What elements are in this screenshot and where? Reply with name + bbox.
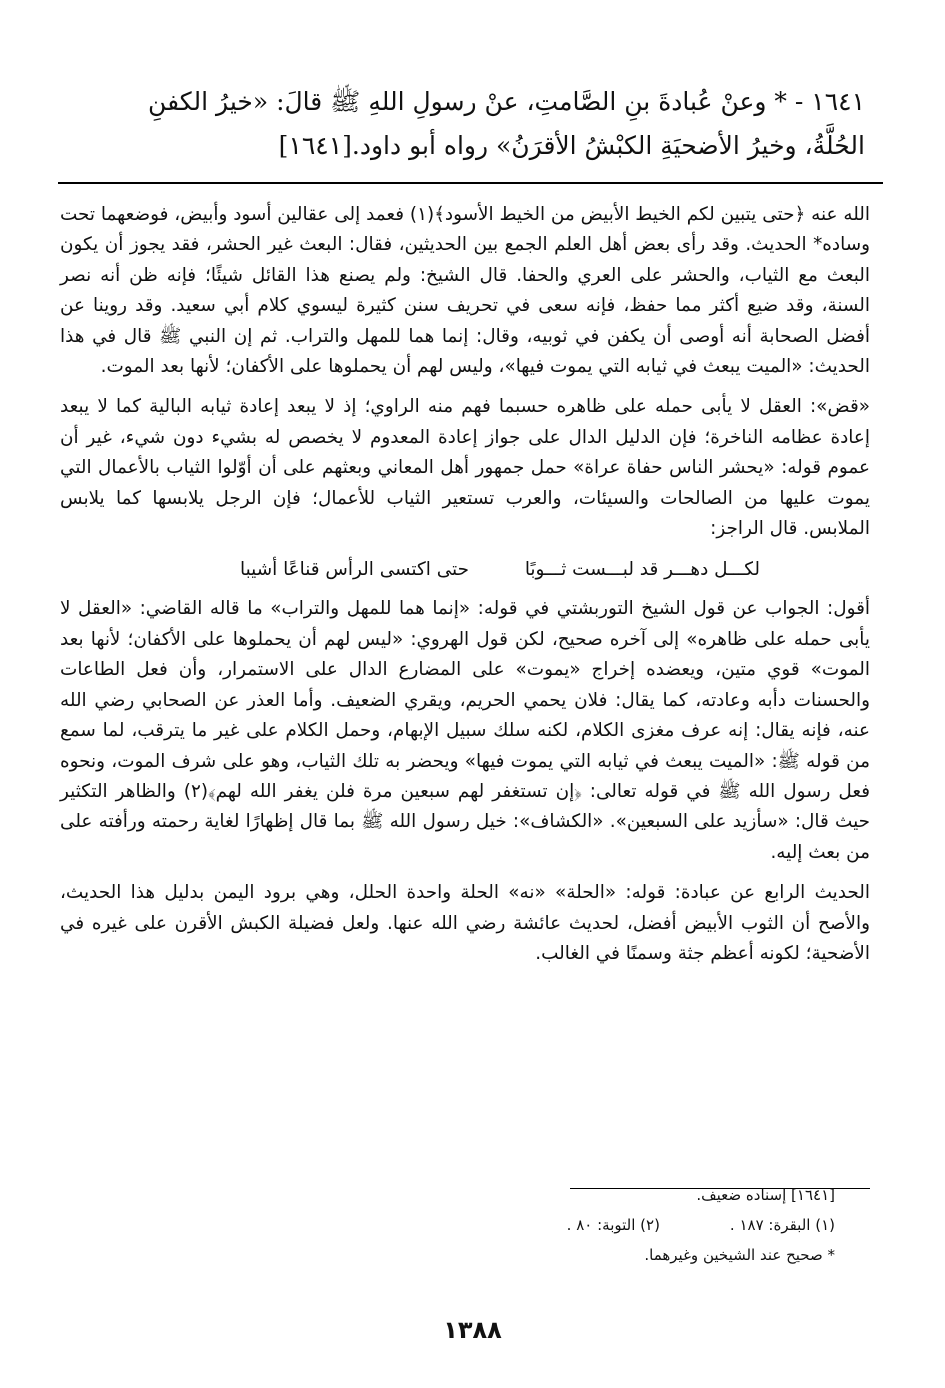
footnote-hadith-grade: [١٦٤١] إسناده ضعيف. bbox=[696, 1186, 835, 1204]
footnote-references bbox=[60, 1210, 835, 1240]
footnote-ref-1: (١) البقرة: ١٨٧ . bbox=[729, 1216, 835, 1234]
section-divider bbox=[58, 182, 883, 184]
page-number: ١٣٨٨ bbox=[443, 1316, 502, 1344]
verse-first-hemistich: لكـــل دهـــر قد لبـــست ثـــوبًا bbox=[524, 559, 760, 581]
commentary-paragraph-3: أقول: الجواب عن قول الشيخ التوربشتي في قوله: «إنما هما للمهل والتراب» ما قاله القاضي: «العقل لا يأبى حمله على ظاهره» إلى آخره صحيح، لكن قول الهروي: «ليس لهم أن يحملوها على الأكفان؛ لأنها بعد الموت» قوي متين، ويعضده إخراج «يموت» على المضارع الدال على الاستمرار، وأن فعل الطاعات والحسنات دأبه وعادته، كما يقال: فلان يحمي الحريم، ويقري الضعيف. وأما العذر عن الصحابي رضي الله عنه، فإنه يقال: إنه عرف مغزى الكلام، لكنه سلك سبيل الإبهام، وحمل الكلام على غير ما يترقب، لما سمع من قوله ﷺ: «الميت يبعث في ثيابه التي يموت فيها» ويحضر به تلك الثياب، وهو على شرف الموت، ونحوه فعل رسول الله ﷺ في قوله تعالى: ﴿إن تستغفر لهم سبعين مرة فلن يغفر الله لهم﴾(٢) والظاهر التكثير حيث قال: «سأزيد على السبعين». «الكشاف»: خيل رسول الله ﷺ بما قال إظهارًا لغاية رحمته ورأفته على من بعث إليه. bbox=[60, 598, 870, 863]
footnote-ref-2: (٢) التوبة: ٨٠ . bbox=[566, 1216, 660, 1234]
commentary-paragraph-1: الله عنه ﴿حتى يتبين لكم الخيط الأبيض من الخيط الأسود﴾(١) فعمد إلى عقالين أسود وأبيض، فوضعهما تحت وساده* الحديث. وقد رأى بعض أهل العلم الجمع بين الحديثين، فقال: البعث غير الحشر، فقد يجوز أن يكون البعث مع الثياب، والحشر على العري والحفا. قال الشيخ: ولم يصنع هذا القائل شيئًا؛ فإنه ظن أنه نصر السنة، وقد ضيع أكثر مما حفظ، فإنه سعى في تحريف سنن كثيرة ليسوي كلام أبي سعيد. وقد روينا عن أفضل الصحابة أنه أوصى أن يكفن في ثوبيه، وقال: إنما هما للمهل والتراب. ثم إن النبي ﷺ قال في هذا الحديث: «الميت يبعث في ثيابه التي يموت فيها»، وليس لهم أن يحملوها على الأكفان؛ لأنها بعد الموت. bbox=[60, 204, 870, 378]
poetry-verse bbox=[240, 554, 760, 586]
commentary-paragraph-4: الحديث الرابع عن عبادة: قوله: «الحلة» «نه» الحلة واحدة الحلل، وهي برود اليمن بدليل هذا الحديث، والأصح أن الثوب الأبيض أفضل، لحديث عائشة رضي الله عنها. ولعل فضيلة الكبش الأقرن على غيره في الأضحية؛ لكونه أعظم جثة وسمنًا في الغالب. bbox=[60, 882, 870, 964]
commentary-paragraph-2: «قض»: العقل لا يأبى حمله على ظاهره حسبما فهم منه الراوي؛ إذ لا يبعد إعادة ثيابه البالية كما لا يبعد إعادة عظامه الناخرة؛ فإن الدليل الدال على جواز إعادة المعدوم لا يخصص له بشيء دون شيء، غير أن عموم قوله: «يحشر الناس حفاة عراة» حمل جمهور أهل المعاني وبعثهم على أن أوّلوا الثياب بالأعمال التي يموت عليها من الصالحات والسيئات، والعرب تستعير الثياب للأعمال؛ فإن الرجل يلابسها كما يلابس الملابس. قال الراجز: bbox=[60, 396, 870, 540]
verse-second-hemistich: حتى اكتسى الرأس قناعًا أشيبا bbox=[240, 559, 469, 581]
footnote-star-note: * صحيح عند الشيخين وغيرهما. bbox=[644, 1246, 835, 1264]
hadith-text bbox=[70, 80, 865, 168]
hadith-line-1: ١٦٤١ - * وعنْ عُبادةَ بنِ الصَّامتِ، عنْ رسولِ اللهِ ﷺ قالَ: «خيرُ الكفنِ bbox=[148, 87, 865, 116]
footnotes bbox=[60, 1180, 835, 1270]
commentary bbox=[60, 200, 870, 979]
hadith-line-2: الحُلَّةُ، وخيرُ الأضحيَةِ الكبْشُ الأقرَنُ» رواه أبو داود.[١٦٤١] bbox=[278, 131, 865, 160]
